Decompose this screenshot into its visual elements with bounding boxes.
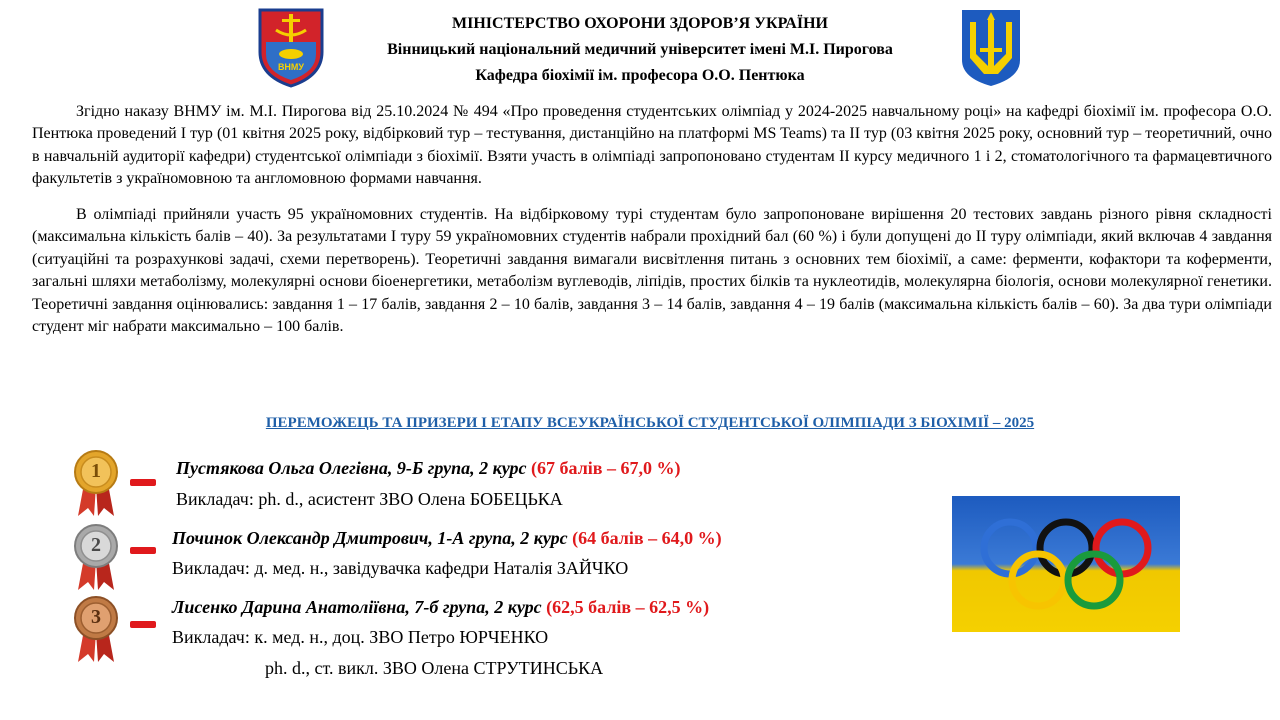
winner-1-teacher: Викладач: ph. d., асистент ЗВО Олена БОБЕЦЬКА bbox=[176, 489, 563, 509]
ukraine-coat-of-arms-icon bbox=[960, 8, 1022, 88]
winner-1-name-text: Пустякова Ольга Олегівна, 9-Б група, 2 курс bbox=[176, 458, 527, 478]
intro-paragraph: Згідно наказу ВНМУ ім. М.І. Пирогова від 25.10.2024 № 494 «Про проведення студентських олімпіад у 2024-2025 навчальному році» на кафедрі біохімії ім. професора О.О. Пентюка проведений І тур (01 квітня 2025 року, відбірковий тур – тестування, дистанційно на платформі MS Teams) та ІІ тур (03 квітня 2025 року, основний тур – теоретичний, очно в навчальній аудиторії кафедри) студентської олімпіади з біохімії. Взяти участь в олімпіаді запропоновано студентам ІІ курсу медичного 1 і 2, стоматологічного та фармацевтичного факультетів з україномовною та англомовною формами навчання. bbox=[32, 103, 1272, 188]
university-logo bbox=[256, 6, 326, 88]
winner-1-name bbox=[176, 458, 681, 479]
dash-2 bbox=[130, 547, 156, 554]
winner-2-name-text: Починок Олександр Дмитрович, 1-А група, 2 курс bbox=[172, 528, 568, 548]
winner-3-teacher-2: ph. d., ст. викл. ЗВО Олена СТРУТИНСЬКА bbox=[265, 658, 604, 678]
winner-3-score: (62,5 балів – 62,5 %) bbox=[546, 597, 710, 617]
medal-place-3: 3 bbox=[91, 606, 101, 628]
ministry-title: МІНІСТЕРСТВО ОХОРОНИ ЗДОРОВ’Я УКРАЇНИ bbox=[452, 15, 828, 32]
winners-title: ПЕРЕМОЖЕЦЬ ТА ПРИЗЕРИ І ЕТАПУ ВСЕУКРАЇНСЬКОЇ СТУДЕНТСЬКОЇ ОЛІМПІАДИ З БІОХІМІЇ – 2025 bbox=[265, 415, 1035, 431]
dash-1 bbox=[130, 479, 156, 486]
gold-medal-icon bbox=[72, 450, 120, 518]
winner-3-teacher: Викладач: к. мед. н., доц. ЗВО Петро ЮРЧЕНКО bbox=[172, 627, 549, 647]
winner-3-name bbox=[172, 597, 709, 618]
winner-3-name-text: Лисенко Дарина Анатоліївна, 7-б група, 2 курс bbox=[172, 597, 542, 617]
medal-place-2: 2 bbox=[91, 534, 101, 556]
details-paragraph: В олімпіаді прийняли участь 95 україномовних студентів. На відбірковому турі студентам було запропоноване вирішення 20 тестових завдань різного рівня складності (максимальна кількість балів – 40). За результатами І туру 59 україномовних студентів набрали прохідний бал (60 %) і були допущені до ІІ туру олімпіади, який включав 4 завдання (ситуаційні та розрахункові задачі, схеми перетворень). Теоретичні завдання вимагали висвітлення питань з основних тем біохімії, а саме: ферменти, кофактори та коферменти, загальні шляхи метаболізму, молекулярні основи біоенергетики, метаболізм вуглеводів, ліпідів, простих білків та нуклеотидів, молекулярна біологія, основи молекулярної генетики. Теоретичні завдання оцінювались: завдання 1 – 17 балів, завдання 2 – 10 балів, завдання 3 – 14 балів, завдання 4 – 19 балів (максимальна кількість балів – 60). За два тури олімпіади студент міг набрати максимально – 100 балів. bbox=[32, 206, 1272, 336]
university-name: Вінницький національний медичний університет імені М.І. Пирогова bbox=[387, 41, 893, 58]
winner-2-name bbox=[172, 528, 722, 549]
silver-medal-icon bbox=[72, 524, 120, 592]
dash-3 bbox=[130, 621, 156, 628]
medal-place-1: 1 bbox=[91, 460, 101, 482]
winner-1-score: (67 балів – 67,0 %) bbox=[531, 458, 681, 478]
winner-2-teacher: Викладач: д. мед. н., завідувачка кафедри Наталія ЗАЙЧКО bbox=[172, 558, 629, 578]
winner-2-score: (64 балів – 64,0 %) bbox=[572, 528, 722, 548]
logo-text: ВНМУ bbox=[277, 62, 305, 72]
olympic-rings-image bbox=[952, 496, 1180, 632]
bronze-medal-icon bbox=[72, 596, 120, 664]
department-name: Кафедра біохімії ім. професора О.О. Пентюка bbox=[475, 67, 805, 84]
